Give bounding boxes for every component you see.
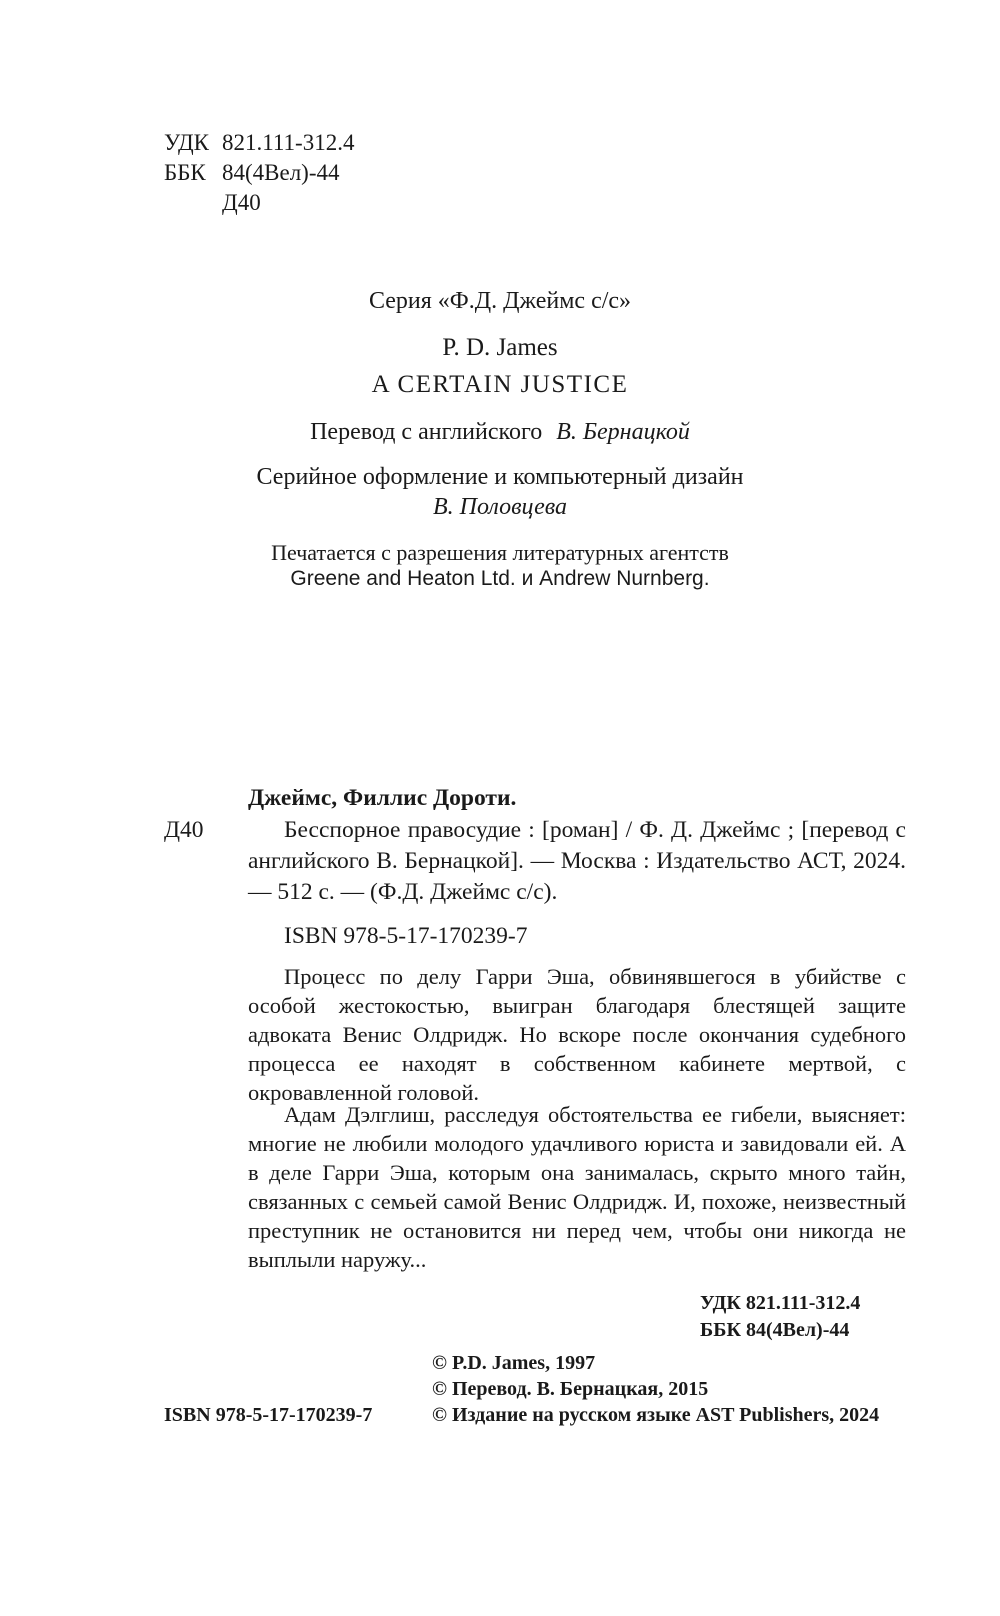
author-mark-top: Д40 xyxy=(222,190,261,215)
translation-line xyxy=(0,419,1000,446)
classification-block xyxy=(700,1290,860,1344)
bib-description: Бесспорное правосудие : [роман] / Ф. Д. Джеймс ; [перевод с английского В. Бернацкой]. — Москва : Издательство АСТ, 2024. — 512 с. — (Ф.Д. Джеймс с/с). xyxy=(248,817,906,905)
original-title: A CERTAIN JUSTICE xyxy=(371,371,629,398)
classification-bbk: ББК 84(4Вел)-44 xyxy=(700,1319,850,1341)
bib-isbn: ISBN 978-5-17-170239-7 xyxy=(284,923,528,949)
bbk-row xyxy=(164,158,354,188)
translation-prefix: Перевод с английского xyxy=(310,419,543,445)
udk-label: УДК xyxy=(164,130,209,155)
bib-author-heading: Джеймс, Филлис Дороти. xyxy=(248,785,517,811)
copyright-isbn: ISBN 978-5-17-170239-7 xyxy=(164,1404,373,1426)
author-mark-row xyxy=(164,188,354,218)
permission-line-2: Greene and Heaton Ltd. и Andrew Nurnberg. xyxy=(290,567,710,590)
copyright-line-2: © Перевод. В. Бернацкая, 2015 xyxy=(432,1378,709,1400)
bbk-label: ББК xyxy=(164,160,206,185)
top-classification-codes xyxy=(164,128,354,218)
bbk-value: 84(4Вел)-44 xyxy=(222,160,340,185)
udk-value: 821.111-312.4 xyxy=(222,130,355,155)
classification-udk: УДК 821.111-312.4 xyxy=(700,1292,861,1314)
annotation-paragraph-2: Адам Дэлглиш, расследуя обстоятельства ее гибели, выясняет: многие не любили молодого удачливого юриста и завидовали ей. А в деле Гарри Эша, которым она занималась, скрыто много тайн, связанных с семьей самой Венис Олдридж. И, похоже, неизвестный преступник не остановится ни перед чем, чтобы они никогда не выплыли наружу... xyxy=(248,1102,906,1272)
copyright-line-1: © P.D. James, 1997 xyxy=(432,1352,596,1374)
designer-name: В. Половцева xyxy=(432,494,568,520)
original-author: P. D. James xyxy=(442,334,558,361)
copyright-block xyxy=(432,1350,879,1428)
design-line: Серийное оформление и компьютерный дизайн xyxy=(256,464,744,490)
translator-name: В. Бернацкой xyxy=(556,419,690,445)
udk-row xyxy=(164,128,354,158)
annotation-paragraph-1: Процесс по делу Гарри Эша, обвинявшегося в убийстве с особой жестокостью, выигран благодаря блестящей защите адвоката Венис Олдридж. Но вскоре после окончания судебного процесса ее находят в собственном кабинете мертвой, с окровавленной головой. xyxy=(248,964,906,1105)
bib-author-mark: Д40 xyxy=(164,817,204,843)
series-line: Серия «Ф.Д. Джеймс с/с» xyxy=(368,288,632,314)
permission-line-1: Печатается с разрешения литературных агентств xyxy=(271,540,729,565)
copyright-line-3: © Издание на русском языке AST Publishers, 2024 xyxy=(432,1404,880,1426)
